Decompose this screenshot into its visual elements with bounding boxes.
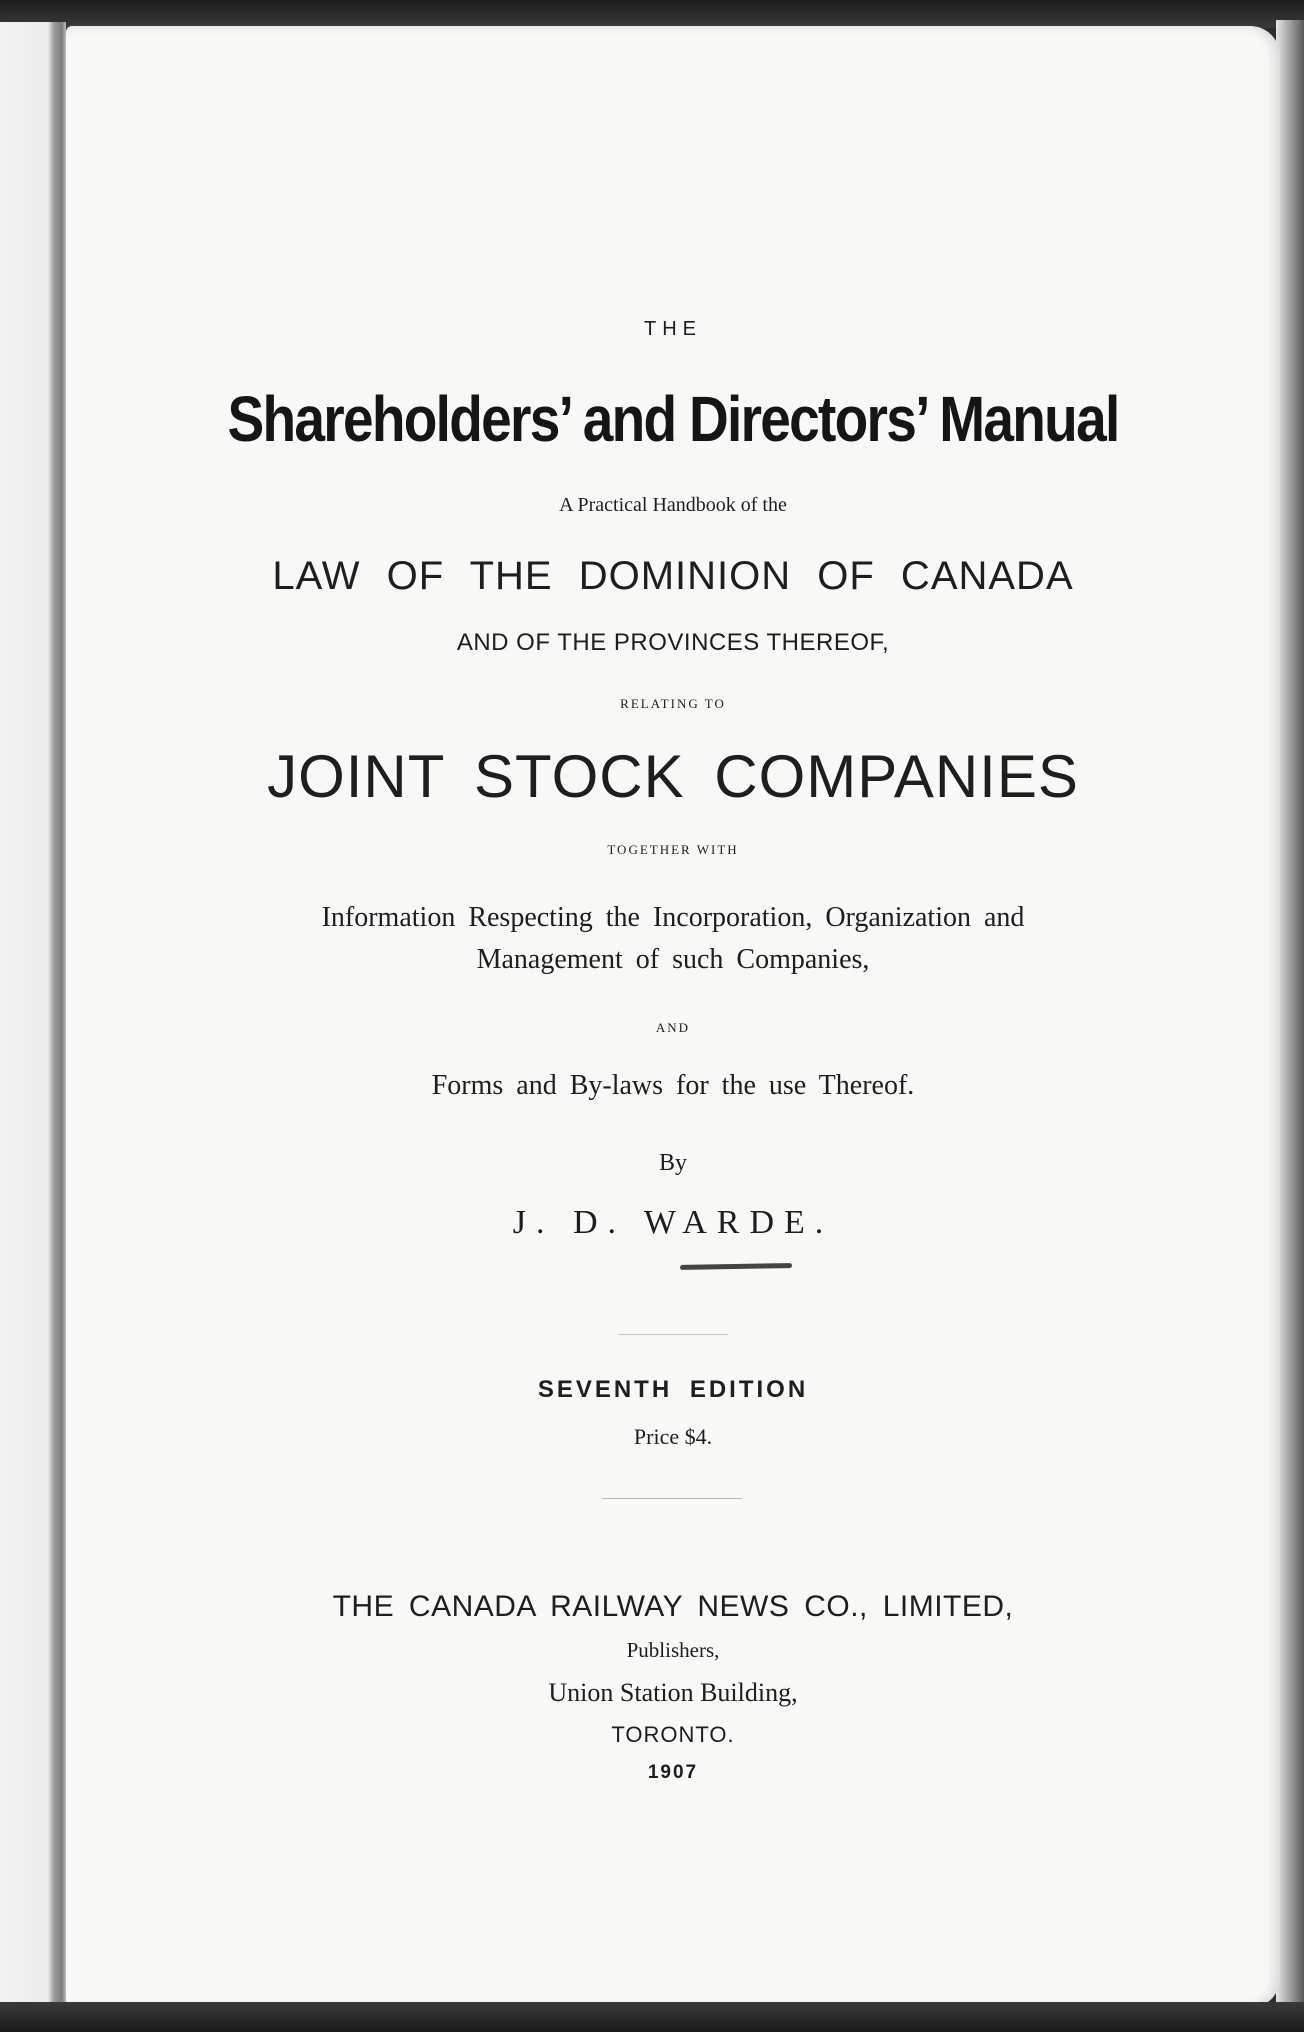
by-line: By	[658, 1150, 687, 1176]
publisher-city: TORONTO.	[611, 1722, 735, 1747]
publishers-label: Publishers,	[626, 1638, 720, 1662]
publication-year: 1907	[647, 1762, 699, 1783]
divider-rule	[618, 1334, 728, 1335]
page-right-edge	[1276, 20, 1304, 2010]
scan-top-border	[0, 0, 1304, 28]
publisher-name: THE CANADA RAILWAY NEWS CO., LIMITED,	[332, 1590, 1014, 1623]
title-article: THE	[644, 318, 702, 340]
provinces-line: AND OF THE PROVINCES THEREOF,	[456, 629, 890, 656]
relating-to-line: RELATING TO	[620, 696, 726, 711]
book-subtitle: A Practical Handbook of the	[559, 494, 787, 516]
scan-bottom-border	[0, 2002, 1304, 2032]
law-line: LAW OF THE DOMINION OF CANADA	[272, 554, 1074, 598]
book-title: Shareholders’ and Directors’ Manual	[227, 383, 1119, 455]
price-label: Price $4.	[633, 1424, 713, 1449]
and-line: AND	[655, 1020, 691, 1035]
publisher-address: Union Station Building,	[548, 1678, 798, 1707]
subject-heading: JOINT STOCK COMPANIES	[267, 743, 1079, 810]
title-page	[66, 26, 1280, 2008]
together-with-line: TOGETHER WITH	[607, 842, 739, 857]
author-underline-rule	[680, 1263, 792, 1270]
info-line-2: Management of such Companies,	[476, 944, 870, 975]
info-line-1: Information Respecting the Incorporation, Organization and	[321, 902, 1025, 933]
divider-rule	[602, 1498, 742, 1499]
binding-strip	[0, 22, 66, 2012]
edition-label: SEVENTH EDITION	[537, 1376, 809, 1403]
author-name: J. D. WARDE.	[512, 1204, 834, 1241]
forms-line: Forms and By-laws for the use Thereof.	[431, 1070, 915, 1101]
